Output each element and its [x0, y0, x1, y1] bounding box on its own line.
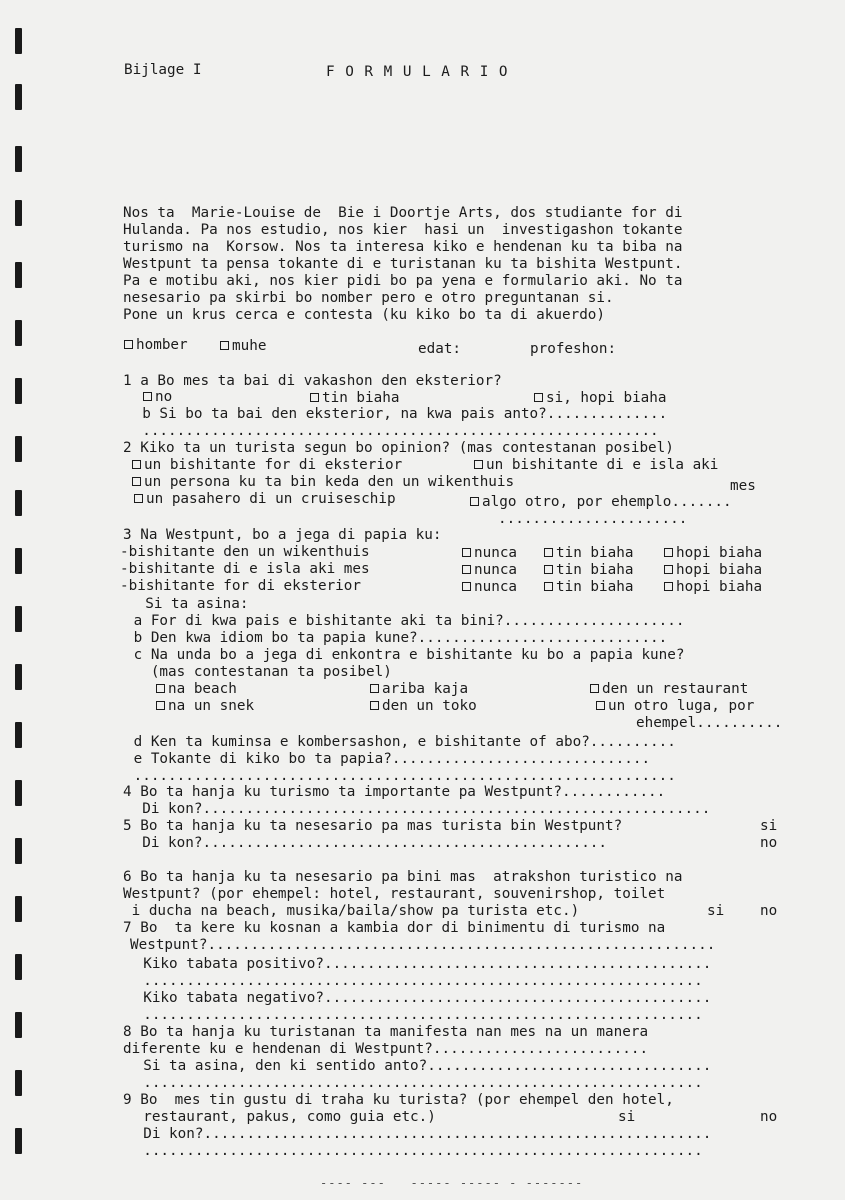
checkbox-icon[interactable]: [590, 684, 599, 693]
gender-male-option[interactable]: homber: [124, 337, 188, 354]
intro-line: nesesario pa skirbi bo nomber pero e otro preguntanan si.: [123, 290, 614, 306]
checkbox-icon[interactable]: [132, 460, 141, 469]
q3c-option-toko[interactable]: den un toko: [370, 698, 477, 715]
checkbox-icon[interactable]: [310, 393, 319, 402]
q9-option-no[interactable]: no: [760, 1109, 778, 1125]
q3-r3-nunca[interactable]: nunca: [462, 579, 517, 596]
q3c-option-kaja[interactable]: ariba kaja: [370, 681, 468, 698]
question-6: i ducha na beach, musika/baila/show pa turista etc.): [123, 903, 580, 919]
answer-line[interactable]: Di kon?...........................................................: [125, 801, 711, 817]
profession-label: profeshon:: [530, 341, 617, 357]
q3-followup-label: Si ta asina:: [128, 596, 249, 612]
question-3c-note: (mas contestanan ta posibel): [125, 664, 392, 680]
answer-line[interactable]: .................................................................: [126, 1007, 703, 1023]
q9-option-si[interactable]: si: [618, 1109, 636, 1125]
q3-r3-tin-biaha[interactable]: tin biaha: [544, 579, 633, 596]
question-3: 3 Na Westpunt, bo a jega di papia ku:: [123, 527, 442, 543]
intro-line: Hulanda. Pa nos estudio, nos kier hasi un investigashon tokante: [123, 222, 683, 238]
q2-option-3[interactable]: un persona ku ta bin keda den un wikenthuis: [132, 474, 514, 491]
page-title: F O R M U L A R I O: [326, 64, 509, 80]
q2-option-2-cont: mes: [730, 478, 756, 494]
checkbox-icon[interactable]: [664, 548, 673, 557]
checkbox-icon[interactable]: [470, 497, 479, 506]
checkbox-icon[interactable]: [534, 393, 543, 402]
q1-option-no[interactable]: no: [143, 389, 172, 406]
q3-row-label: -bishitante di e isla aki mes: [120, 561, 370, 577]
question-1b: b Si bo ta bai den eksterior, na kwa pais anto?..............: [125, 406, 668, 422]
checkbox-icon[interactable]: [664, 565, 673, 574]
question-9: restaurant, pakus, como guia etc.): [126, 1109, 436, 1125]
checkbox-icon[interactable]: [370, 701, 379, 710]
checkbox-icon[interactable]: [544, 582, 553, 591]
answer-line[interactable]: .................................................................: [126, 1075, 703, 1091]
question-3c: c Na unda bo a jega di enkontra e bishitante ku bo a papia kune?: [125, 647, 685, 663]
checkbox-icon[interactable]: [156, 701, 165, 710]
q3-r1-hopi[interactable]: hopi biaha: [664, 545, 762, 562]
answer-line[interactable]: Di kon?...............................................: [125, 835, 608, 851]
intro-line: Westpunt ta pensa tokante di e turistanan ku ta bishita Westpunt.: [123, 256, 683, 272]
gender-female-option[interactable]: muhe: [220, 338, 266, 355]
appendix-label: Bijlage I: [124, 62, 202, 78]
q2-option-5[interactable]: algo otro, por ehemplo.......: [470, 494, 732, 511]
checkbox-icon[interactable]: [462, 548, 471, 557]
q3-row-label: -bishitante den un wikenthuis: [120, 544, 370, 560]
checkbox-icon[interactable]: [134, 494, 143, 503]
q3-r2-nunca[interactable]: nunca: [462, 562, 517, 579]
question-6: 6 Bo ta hanja ku ta nesesario pa bini mas atrakshon turistico na: [123, 869, 683, 885]
intro-line: turismo na Korsow. Nos ta interesa kiko e hendenan ku ta biba na: [123, 239, 683, 255]
q3-r3-hopi[interactable]: hopi biaha: [664, 579, 762, 596]
question-3d: d Ken ta kuminsa e kombersashon, e bishitante of abo?..........: [125, 734, 676, 750]
question-8-followup: Si ta asina, den ki sentido anto?.................................: [126, 1058, 712, 1074]
question-4: 4 Bo ta hanja ku turismo ta importante pa Westpunt?............: [123, 784, 666, 800]
checkbox-icon[interactable]: [156, 684, 165, 693]
checkbox-icon[interactable]: [474, 460, 483, 469]
q2-option-2[interactable]: un bishitante di e isla aki: [474, 457, 718, 474]
answer-line[interactable]: ...............................................................: [125, 768, 676, 784]
q3-r1-nunca[interactable]: nunca: [462, 545, 517, 562]
answer-line[interactable]: ............................................................: [125, 423, 659, 439]
question-2: 2 Kiko ta un turista segun bo opinion? (mas contestanan posibel): [123, 440, 674, 456]
q3-r2-hopi[interactable]: hopi biaha: [664, 562, 762, 579]
q3c-option-restaurant[interactable]: den un restaurant: [590, 681, 748, 698]
checkbox-icon[interactable]: [462, 565, 471, 574]
question-7-negative: Kiko tabata negativo?.............................................: [126, 990, 712, 1006]
intro-line: Pa e motibu aki, nos kier pidi bo pa yena e formulario aki. No ta: [123, 273, 683, 289]
checkbox-icon[interactable]: [462, 582, 471, 591]
question-3b: b Den kwa idiom bo ta papia kune?.............................: [125, 630, 668, 646]
answer-line[interactable]: ehempel..........: [636, 715, 783, 731]
q5-option-si[interactable]: si: [760, 818, 778, 834]
question-8: 8 Bo ta hanja ku turistanan ta manifesta nan mes na un manera: [123, 1024, 649, 1040]
q3-row-label: -bishitante for di eksterior: [120, 578, 362, 594]
checkbox-icon[interactable]: [544, 548, 553, 557]
footer-text: ---- --- ----- ----- - -------: [320, 1176, 584, 1190]
binding-spine: [0, 0, 34, 1200]
q1-option-hopi[interactable]: si, hopi biaha: [534, 390, 667, 407]
checkbox-icon[interactable]: [143, 392, 152, 401]
answer-line[interactable]: ......................: [498, 511, 688, 527]
checkbox-icon[interactable]: [664, 582, 673, 591]
question-8: diferente ku e hendenan di Westpunt?.........................: [123, 1041, 649, 1057]
answer-line[interactable]: Di kon?...........................................................: [126, 1126, 712, 1142]
answer-line[interactable]: .................................................................: [126, 1143, 703, 1159]
question-7-positive: Kiko tabata positivo?.............................................: [126, 956, 712, 972]
age-label: edat:: [418, 341, 462, 357]
checkbox-icon[interactable]: [544, 565, 553, 574]
q3-r1-tin-biaha[interactable]: tin biaha: [544, 545, 633, 562]
checkbox-icon[interactable]: [124, 340, 133, 349]
q3c-option-beach[interactable]: na beach: [156, 681, 237, 698]
q3c-option-other[interactable]: un otro luga, por: [596, 698, 754, 715]
q6-option-no[interactable]: no: [760, 903, 778, 919]
question-5: 5 Bo ta hanja ku ta nesesario pa mas turista bin Westpunt?: [123, 818, 623, 834]
q5-option-no[interactable]: no: [760, 835, 778, 851]
q2-option-4[interactable]: un pasahero di un cruiseschip: [134, 491, 396, 508]
q3c-option-snek[interactable]: na un snek: [156, 698, 254, 715]
question-6: Westpunt? (por ehempel: hotel, restaurant, souvenirshop, toilet: [123, 886, 666, 902]
question-7: Westpunt?...........................................................: [130, 937, 716, 953]
checkbox-icon[interactable]: [132, 477, 141, 486]
checkbox-icon[interactable]: [220, 341, 229, 350]
q1-option-tin-biaha[interactable]: tin biaha: [310, 390, 399, 407]
q2-option-1[interactable]: un bishitante for di eksterior: [132, 457, 402, 474]
question-3a: a For di kwa pais e bishitante aki ta bini?.....................: [125, 613, 685, 629]
intro-line: Nos ta Marie-Louise de Bie i Doortje Arts, dos studiante for di: [123, 205, 683, 221]
q6-option-si[interactable]: si: [707, 903, 725, 919]
checkbox-icon[interactable]: [596, 701, 605, 710]
question-9: 9 Bo mes tin gustu di traha ku turista? (por ehempel den hotel,: [123, 1092, 674, 1108]
checkbox-icon[interactable]: [370, 684, 379, 693]
question-3e: e Tokante di kiko bo ta papia?..............................: [125, 751, 651, 767]
answer-line[interactable]: .................................................................: [126, 973, 703, 989]
question-1a: 1 a Bo mes ta bai di vakashon den eksterior?: [123, 373, 502, 389]
q3-r2-tin-biaha[interactable]: tin biaha: [544, 562, 633, 579]
question-7: 7 Bo ta kere ku kosnan a kambia dor di binimentu di turismo na: [123, 920, 666, 936]
intro-line: Pone un krus cerca e contesta (ku kiko bo ta di akuerdo): [123, 307, 606, 323]
